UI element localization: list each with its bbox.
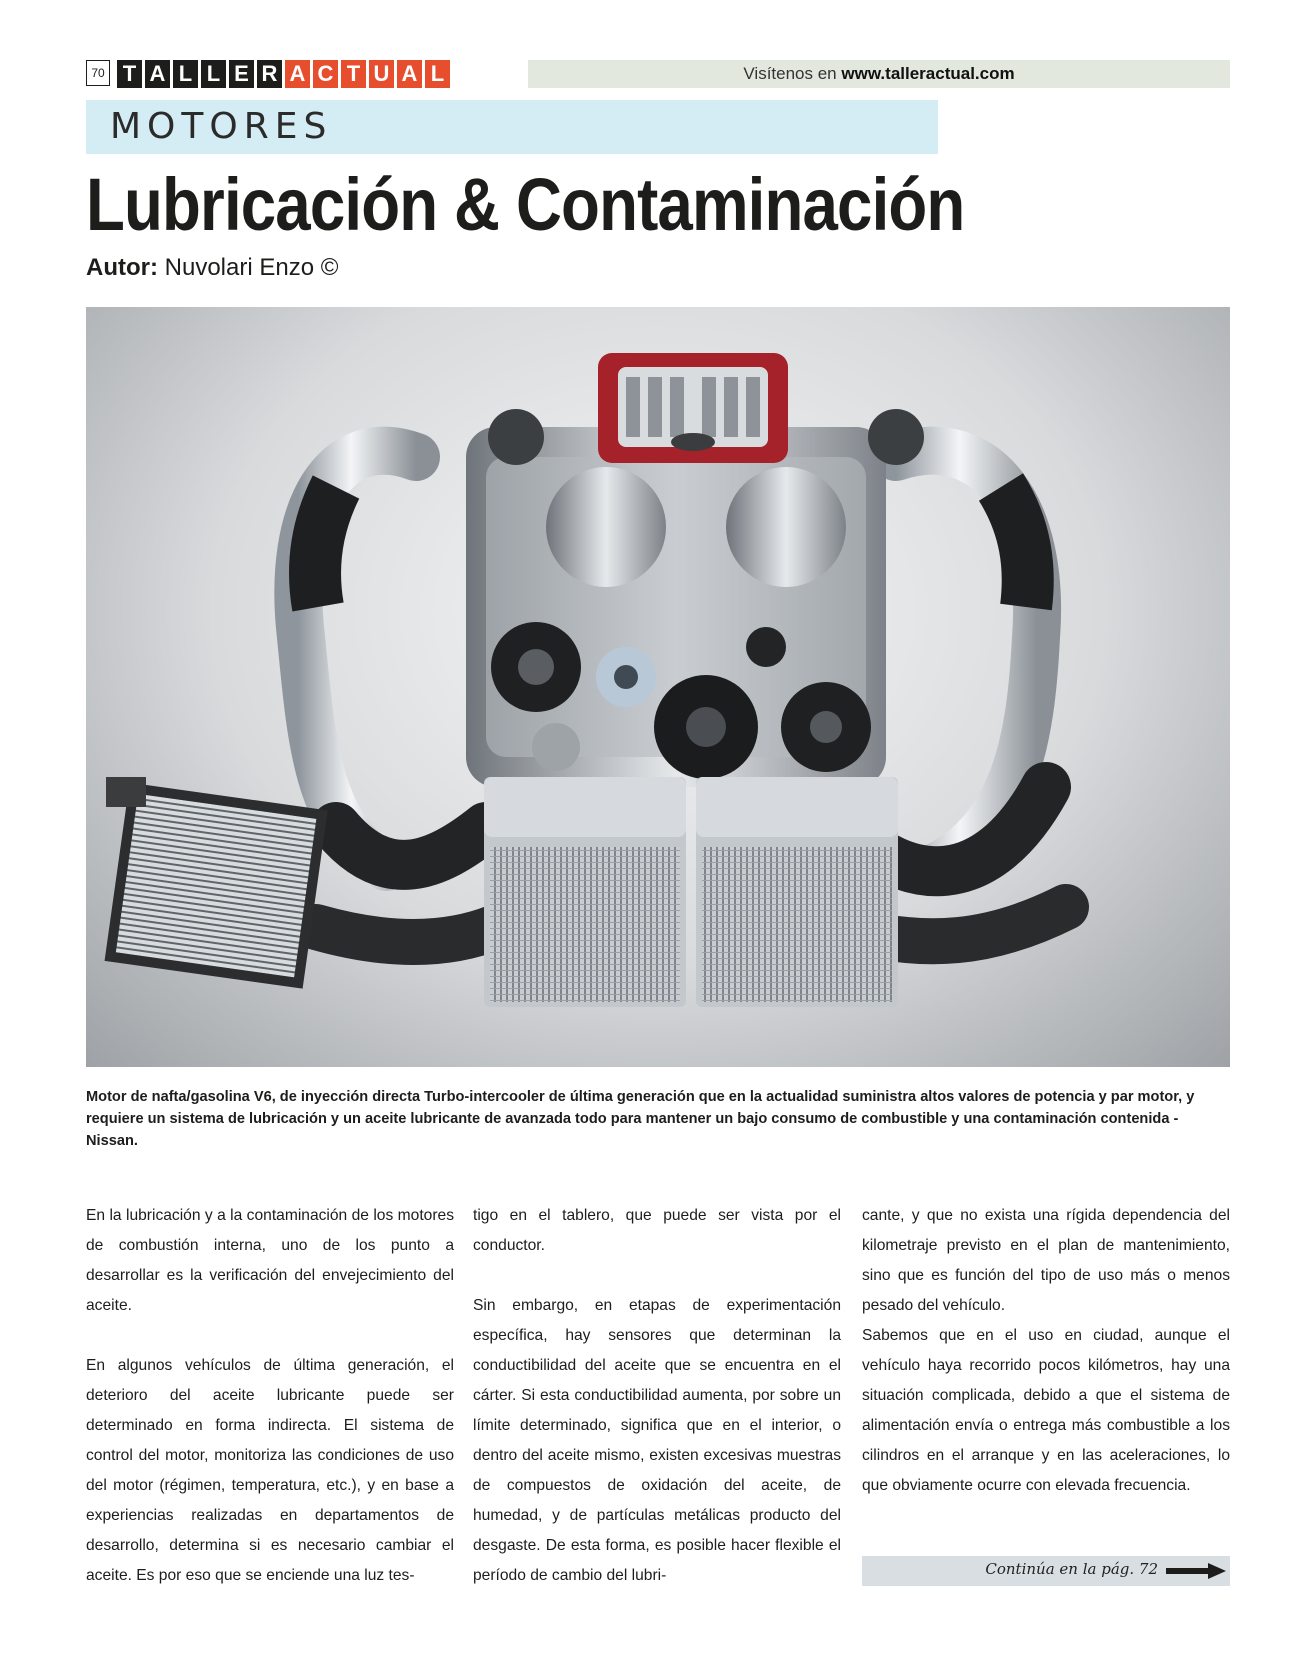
brand-letter: T — [341, 60, 366, 88]
magazine-header — [86, 60, 1230, 88]
continue-label: Continúa en la pág. 72 — [985, 1560, 1158, 1578]
brand-letter: L — [173, 60, 198, 88]
page-number: 70 — [86, 60, 110, 86]
engine-illustration — [86, 307, 1230, 1067]
author-label: Autor: — [86, 254, 158, 281]
visit-prefix: Visítenos en — [743, 64, 837, 83]
paragraph: tigo en el tablero, que puede ser vista por el conductor. — [473, 1207, 841, 1254]
brand-letter: A — [145, 60, 170, 88]
paragraph: Sin embargo, en etapas de experimentación específica, hay sensores que determinan la conductibilidad del aceite que se encuentra en el cárter. Si esta conductibilidad aumenta, por sobre un límite determinado, significa que en el interior, o dentro del aceite mismo, existen excesivas muestras de compuestos de oxidación del aceite, de humedad, y de partículas metálicas producto del desgaste. De esta forma, es posible hacer flexible el período de cambio del lubri- — [473, 1297, 841, 1584]
paragraph: En algunos vehículos de última generación, el deterioro del aceite lubricante puede ser determinado en forma indirecta. El sistema de control del motor, monitoriza las condiciones de uso del motor (régimen, temperatura, etc.), y en base a experiencias realizadas en departamentos de desarrollo, determina si es necesario cambiar el aceite. Es por eso que se enciende una luz tes- — [86, 1357, 454, 1584]
paragraph: En la lubricación y a la contaminación de los motores de combustión interna, uno de los punto a desarrollar es la verificación del envejecimiento del aceite. — [86, 1207, 454, 1314]
paragraph: Sabemos que en el uso en ciudad, aunque el vehículo haya recorrido pocos kilómetros, hay una situación complicada, debido a que el sistema de alimentación envía o entrega más combustible a los cilindros en el arranque y en las aceleraciones, lo que obviamente ocurre con elevada frecuencia. — [862, 1327, 1230, 1494]
section-label: MOTORES — [110, 106, 333, 147]
author-line — [86, 254, 338, 282]
brand-logo — [117, 60, 450, 88]
article-column-2 — [473, 1201, 841, 1591]
article-title: Lubricación & Contaminación — [86, 163, 965, 246]
photo-caption: Motor de nafta/gasolina V6, de inyección directa Turbo-intercooler de última generación que en la actualidad suministra altos valores de potencia y par motor, y requiere un sistema de lubricación y un aceite lubricante de avanzada todo para mantener un bajo consumo de combustible y una contaminación contenida - Nissan. — [86, 1089, 1195, 1149]
brand-letter: C — [313, 60, 338, 88]
brand-letter: L — [425, 60, 450, 88]
article-column-1 — [86, 1201, 454, 1591]
brand-letter: L — [201, 60, 226, 88]
website-link[interactable]: www.talleractual.com — [841, 64, 1015, 83]
author-name: Nuvolari Enzo © — [164, 254, 339, 281]
brand-letter: U — [369, 60, 394, 88]
brand-letter: A — [397, 60, 422, 88]
brand-letter: A — [285, 60, 310, 88]
engine-photo — [86, 307, 1230, 1067]
paragraph: cante, y que no exista una rígida dependencia del kilometraje previsto en el plan de mantenimiento, sino que es función del tipo de uso más o menos pesado del vehículo. — [862, 1207, 1230, 1314]
brand-letter: R — [257, 60, 282, 88]
brand-letter: E — [229, 60, 254, 88]
right-arrow-icon — [1166, 1563, 1226, 1579]
continue-bar[interactable] — [862, 1556, 1230, 1586]
article-column-3 — [862, 1201, 1230, 1501]
website-bar — [528, 60, 1230, 88]
brand-letter: T — [117, 60, 142, 88]
section-band — [86, 100, 938, 154]
